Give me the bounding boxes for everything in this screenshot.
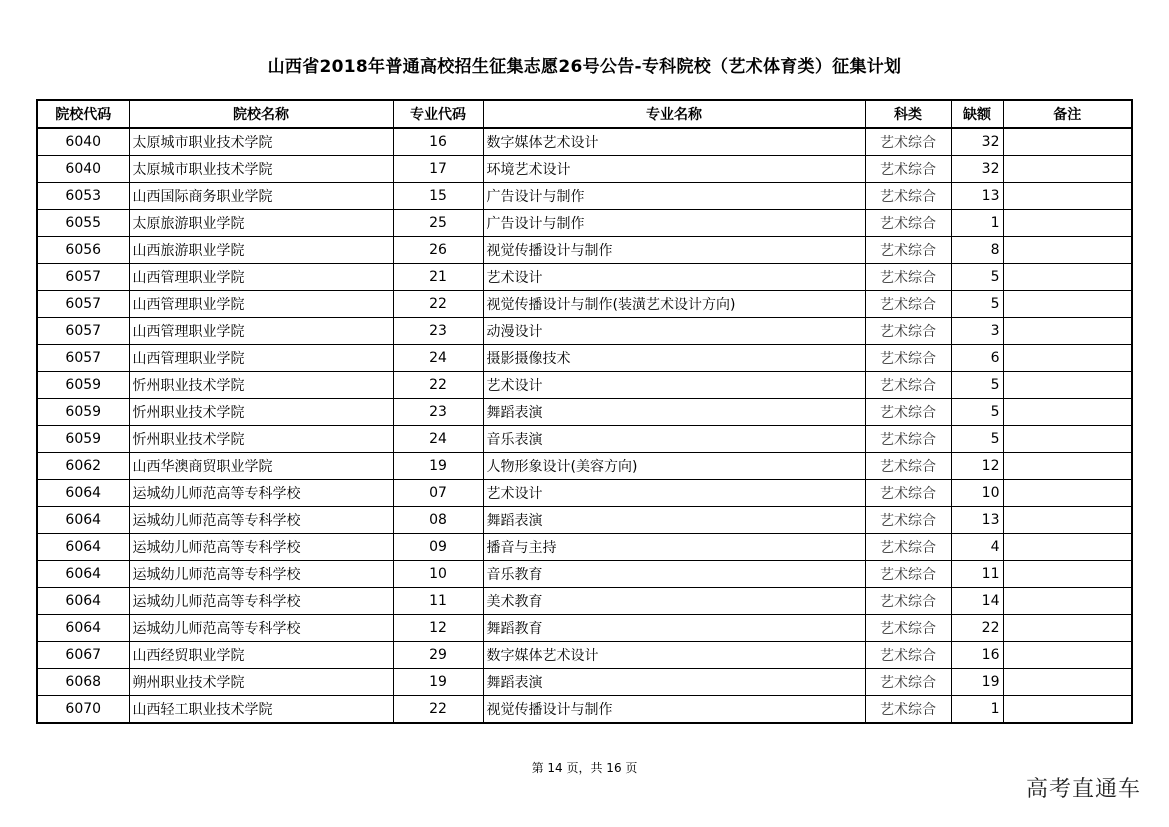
table-row <box>37 426 1132 453</box>
cell-major-code: 21 <box>393 264 483 291</box>
cell-school-code: 6062 <box>37 453 129 480</box>
watermark-logo-text: 高考直通车 <box>1025 777 1141 802</box>
cell-school-code: 6057 <box>37 264 129 291</box>
table-row <box>37 372 1132 399</box>
cell-school-code: 6064 <box>37 615 129 642</box>
cell-category: 艺术综合 <box>865 345 951 372</box>
cell-major-code: 25 <box>393 210 483 237</box>
cell-note <box>1003 615 1132 642</box>
table-row <box>37 264 1132 291</box>
cell-note <box>1003 588 1132 615</box>
cell-category: 艺术综合 <box>865 291 951 318</box>
cell-major-code: 24 <box>393 345 483 372</box>
table-row <box>37 507 1132 534</box>
cell-category: 艺术综合 <box>865 128 951 156</box>
cell-note <box>1003 534 1132 561</box>
cell-vacancy: 13 <box>951 507 1003 534</box>
cell-school-code: 6064 <box>37 588 129 615</box>
cell-major-name: 舞蹈表演 <box>483 669 865 696</box>
cell-vacancy: 14 <box>951 588 1003 615</box>
cell-school-code: 6059 <box>37 399 129 426</box>
cell-major-code: 12 <box>393 615 483 642</box>
cell-major-name: 数字媒体艺术设计 <box>483 128 865 156</box>
cell-vacancy: 22 <box>951 615 1003 642</box>
cell-note <box>1003 128 1132 156</box>
cell-school-code: 6064 <box>37 507 129 534</box>
cell-major-name: 舞蹈表演 <box>483 399 865 426</box>
cell-major-code: 22 <box>393 696 483 724</box>
cell-vacancy: 10 <box>951 480 1003 507</box>
cell-category: 艺术综合 <box>865 237 951 264</box>
cell-major-name: 艺术设计 <box>483 264 865 291</box>
cell-category: 艺术综合 <box>865 696 951 724</box>
cell-major-code: 19 <box>393 669 483 696</box>
cell-major-code: 22 <box>393 372 483 399</box>
cell-vacancy: 5 <box>951 426 1003 453</box>
cell-category: 艺术综合 <box>865 561 951 588</box>
cell-category: 艺术综合 <box>865 426 951 453</box>
cell-vacancy: 4 <box>951 534 1003 561</box>
cell-major-code: 07 <box>393 480 483 507</box>
cell-school-name: 忻州职业技术学院 <box>129 426 393 453</box>
cell-category: 艺术综合 <box>865 399 951 426</box>
cell-school-name: 山西国际商务职业学院 <box>129 183 393 210</box>
cell-school-code: 6057 <box>37 345 129 372</box>
cell-school-code: 6064 <box>37 534 129 561</box>
cell-vacancy: 1 <box>951 696 1003 724</box>
cell-major-name: 舞蹈表演 <box>483 507 865 534</box>
table-row <box>37 561 1132 588</box>
table-row <box>37 318 1132 345</box>
header-major-code: 专业代码 <box>393 100 483 128</box>
cell-school-name: 运城幼儿师范高等专科学校 <box>129 507 393 534</box>
cell-school-name: 山西管理职业学院 <box>129 291 393 318</box>
cell-note <box>1003 210 1132 237</box>
cell-note <box>1003 372 1132 399</box>
table-row <box>37 696 1132 724</box>
cell-vacancy: 3 <box>951 318 1003 345</box>
cell-major-name: 广告设计与制作 <box>483 183 865 210</box>
cell-major-code: 23 <box>393 399 483 426</box>
cell-category: 艺术综合 <box>865 453 951 480</box>
cell-vacancy: 19 <box>951 669 1003 696</box>
cell-major-name: 摄影摄像技术 <box>483 345 865 372</box>
table-row <box>37 453 1132 480</box>
cell-major-code: 26 <box>393 237 483 264</box>
table-row <box>37 128 1132 156</box>
enrollment-plan-table <box>36 99 1133 724</box>
cell-school-name: 忻州职业技术学院 <box>129 372 393 399</box>
cell-category: 艺术综合 <box>865 534 951 561</box>
cell-major-name: 视觉传播设计与制作(装潢艺术设计方向) <box>483 291 865 318</box>
cell-vacancy: 11 <box>951 561 1003 588</box>
cell-school-code: 6070 <box>37 696 129 724</box>
cell-note <box>1003 345 1132 372</box>
cell-major-code: 22 <box>393 291 483 318</box>
cell-major-name: 环境艺术设计 <box>483 156 865 183</box>
cell-school-code: 6064 <box>37 480 129 507</box>
cell-school-name: 朔州职业技术学院 <box>129 669 393 696</box>
cell-major-name: 人物形象设计(美容方向) <box>483 453 865 480</box>
cell-major-name: 美术教育 <box>483 588 865 615</box>
cell-major-code: 29 <box>393 642 483 669</box>
table-row <box>37 588 1132 615</box>
cell-note <box>1003 453 1132 480</box>
cell-vacancy: 5 <box>951 372 1003 399</box>
cell-school-name: 运城幼儿师范高等专科学校 <box>129 561 393 588</box>
cell-category: 艺术综合 <box>865 669 951 696</box>
cell-major-code: 19 <box>393 453 483 480</box>
cell-school-name: 太原城市职业技术学院 <box>129 156 393 183</box>
cell-school-name: 山西管理职业学院 <box>129 264 393 291</box>
cell-note <box>1003 237 1132 264</box>
cell-school-name: 山西轻工职业技术学院 <box>129 696 393 724</box>
cell-category: 艺术综合 <box>865 183 951 210</box>
table-row <box>37 345 1132 372</box>
cell-school-name: 太原城市职业技术学院 <box>129 128 393 156</box>
cell-school-code: 6059 <box>37 426 129 453</box>
table-row <box>37 669 1132 696</box>
cell-school-code: 6057 <box>37 291 129 318</box>
cell-category: 艺术综合 <box>865 372 951 399</box>
cell-major-code: 09 <box>393 534 483 561</box>
cell-note <box>1003 399 1132 426</box>
cell-note <box>1003 696 1132 724</box>
header-note: 备注 <box>1003 100 1132 128</box>
table-body <box>37 128 1132 723</box>
cell-category: 艺术综合 <box>865 210 951 237</box>
cell-major-code: 17 <box>393 156 483 183</box>
cell-category: 艺术综合 <box>865 264 951 291</box>
cell-vacancy: 16 <box>951 642 1003 669</box>
table-row <box>37 183 1132 210</box>
cell-major-name: 视觉传播设计与制作 <box>483 696 865 724</box>
cell-school-name: 山西经贸职业学院 <box>129 642 393 669</box>
cell-category: 艺术综合 <box>865 480 951 507</box>
cell-major-code: 10 <box>393 561 483 588</box>
page-number: 第 14 页，共 16 页 <box>531 761 638 775</box>
cell-vacancy: 32 <box>951 156 1003 183</box>
cell-vacancy: 6 <box>951 345 1003 372</box>
header-vacancy: 缺额 <box>951 100 1003 128</box>
cell-note <box>1003 426 1132 453</box>
cell-school-code: 6059 <box>37 372 129 399</box>
table-header-row <box>37 100 1132 128</box>
table-row <box>37 210 1132 237</box>
table-row <box>37 534 1132 561</box>
cell-category: 艺术综合 <box>865 156 951 183</box>
cell-major-name: 视觉传播设计与制作 <box>483 237 865 264</box>
table-row <box>37 642 1132 669</box>
cell-school-name: 忻州职业技术学院 <box>129 399 393 426</box>
cell-school-code: 6068 <box>37 669 129 696</box>
cell-school-name: 山西旅游职业学院 <box>129 237 393 264</box>
cell-school-name: 运城幼儿师范高等专科学校 <box>129 615 393 642</box>
cell-vacancy: 12 <box>951 453 1003 480</box>
cell-category: 艺术综合 <box>865 507 951 534</box>
cell-school-code: 6064 <box>37 561 129 588</box>
cell-note <box>1003 156 1132 183</box>
cell-major-code: 23 <box>393 318 483 345</box>
cell-major-name: 音乐表演 <box>483 426 865 453</box>
cell-major-name: 广告设计与制作 <box>483 210 865 237</box>
cell-vacancy: 5 <box>951 264 1003 291</box>
cell-school-code: 6055 <box>37 210 129 237</box>
header-school-name: 院校名称 <box>129 100 393 128</box>
cell-major-code: 11 <box>393 588 483 615</box>
cell-category: 艺术综合 <box>865 642 951 669</box>
cell-note <box>1003 561 1132 588</box>
cell-major-name: 舞蹈教育 <box>483 615 865 642</box>
cell-note <box>1003 507 1132 534</box>
header-major-name: 专业名称 <box>483 100 865 128</box>
cell-vacancy: 8 <box>951 237 1003 264</box>
cell-category: 艺术综合 <box>865 615 951 642</box>
cell-school-name: 山西管理职业学院 <box>129 318 393 345</box>
cell-major-name: 数字媒体艺术设计 <box>483 642 865 669</box>
cell-school-code: 6057 <box>37 318 129 345</box>
cell-note <box>1003 318 1132 345</box>
cell-major-code: 08 <box>393 507 483 534</box>
cell-school-code: 6056 <box>37 237 129 264</box>
cell-school-code: 6040 <box>37 156 129 183</box>
cell-school-name: 运城幼儿师范高等专科学校 <box>129 588 393 615</box>
cell-major-name: 播音与主持 <box>483 534 865 561</box>
cell-major-code: 15 <box>393 183 483 210</box>
cell-major-code: 24 <box>393 426 483 453</box>
cell-school-name: 山西华澳商贸职业学院 <box>129 453 393 480</box>
table-row <box>37 615 1132 642</box>
cell-vacancy: 13 <box>951 183 1003 210</box>
cell-vacancy: 32 <box>951 128 1003 156</box>
cell-school-code: 6053 <box>37 183 129 210</box>
cell-note <box>1003 480 1132 507</box>
cell-school-name: 运城幼儿师范高等专科学校 <box>129 534 393 561</box>
cell-school-name: 山西管理职业学院 <box>129 345 393 372</box>
cell-note <box>1003 642 1132 669</box>
cell-vacancy: 1 <box>951 210 1003 237</box>
cell-vacancy: 5 <box>951 291 1003 318</box>
cell-category: 艺术综合 <box>865 588 951 615</box>
page-title: 山西省2018年普通高校招生征集志愿26号公告-专科院校（艺术体育类）征集计划 <box>267 57 902 77</box>
table-row <box>37 156 1132 183</box>
cell-major-name: 动漫设计 <box>483 318 865 345</box>
cell-school-name: 太原旅游职业学院 <box>129 210 393 237</box>
cell-note <box>1003 183 1132 210</box>
cell-school-code: 6067 <box>37 642 129 669</box>
header-school-code: 院校代码 <box>37 100 129 128</box>
header-category: 科类 <box>865 100 951 128</box>
cell-school-name: 运城幼儿师范高等专科学校 <box>129 480 393 507</box>
table-row <box>37 291 1132 318</box>
table-row <box>37 480 1132 507</box>
cell-note <box>1003 291 1132 318</box>
cell-major-name: 艺术设计 <box>483 372 865 399</box>
cell-school-code: 6040 <box>37 128 129 156</box>
cell-note <box>1003 264 1132 291</box>
cell-major-code: 16 <box>393 128 483 156</box>
cell-major-name: 音乐教育 <box>483 561 865 588</box>
table-row <box>37 399 1132 426</box>
cell-category: 艺术综合 <box>865 318 951 345</box>
table-row <box>37 237 1132 264</box>
cell-major-name: 艺术设计 <box>483 480 865 507</box>
cell-vacancy: 5 <box>951 399 1003 426</box>
cell-note <box>1003 669 1132 696</box>
